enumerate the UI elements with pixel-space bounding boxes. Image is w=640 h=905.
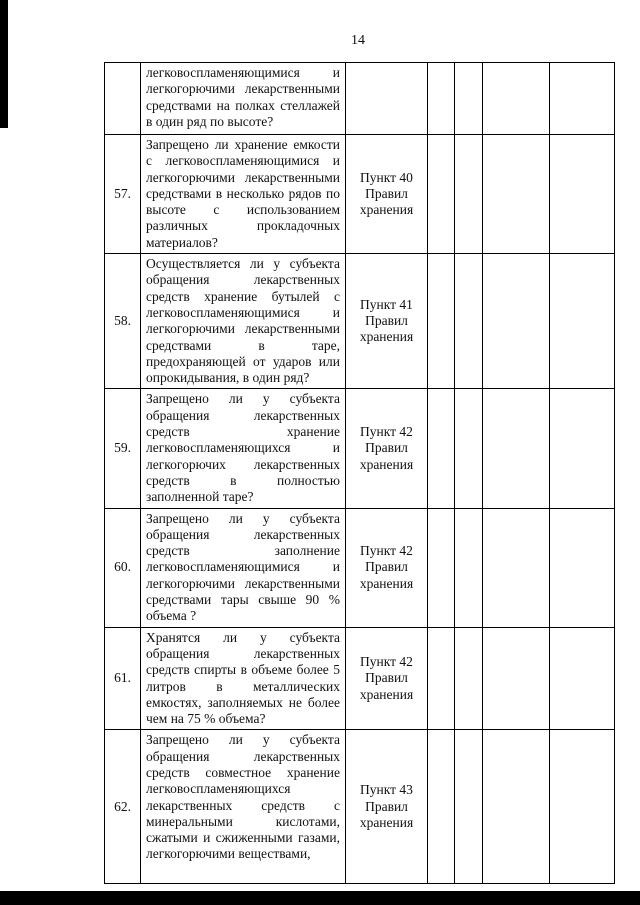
table-row [105,254,615,389]
question-text: Хранятся ли у субъекта обращения лекарственных средств спирты в объеме более 5 литров в металлических емкостях, заполняемых не более чем на 75 % объема? [141,627,346,730]
table-row [105,730,615,884]
empty-cell [428,627,455,730]
table-row [105,63,615,135]
empty-cell [455,254,483,389]
empty-cell [483,730,550,884]
empty-cell [550,63,615,135]
empty-cell [550,508,615,627]
reference-text: Пункт 42 Правил хранения [346,508,428,627]
row-number: 57. [105,135,141,254]
table-row [105,135,615,254]
empty-cell [483,508,550,627]
table-row [105,627,615,730]
empty-cell [455,508,483,627]
question-text: Запрещено ли у субъекта обращения лекарственных средств совместное хранение легковоспламеняющихся лекарственных средств с минеральными кислотами, сжатыми и сжиженными газами, легкогорючими веществами, [141,730,346,884]
question-text: Запрещено ли хранение емкости с легковоспламеняющимися и легкогорючими лекарственными средствами в несколько рядов по высоте с использованием различных прокладочных материалов? [141,135,346,254]
reference-text: Пункт 43 Правил хранения [346,730,428,884]
empty-cell [550,389,615,508]
empty-cell [428,730,455,884]
empty-cell [550,627,615,730]
question-text: Осуществляется ли у субъекта обращения лекарственных средств хранение бутылей с легковоспламеняющимися и легкогорючими лекарственными средствами в таре, предохраняющей от ударов или опрокидывания, в один ряд? [141,254,346,389]
empty-cell [550,730,615,884]
empty-cell [483,389,550,508]
row-number: 62. [105,730,141,884]
row-number: 60. [105,508,141,627]
checklist-table [104,62,615,884]
question-text: Запрещено ли у субъекта обращения лекарственных средств хранение легковоспламеняющихся и легкогорючих лекарственных средств в полностью заполненной таре? [141,389,346,508]
row-number: 59. [105,389,141,508]
empty-cell [483,135,550,254]
empty-cell [483,63,550,135]
page-number: 14 [351,33,365,48]
row-number [105,63,141,135]
empty-cell [483,627,550,730]
question-text: легковоспламеняющимися и легкогорючими лекарственными средствами на полках стеллажей в один ряд по высоте? [141,63,346,135]
empty-cell [550,254,615,389]
row-number: 61. [105,627,141,730]
scan-artifact-left [0,0,8,128]
empty-cell [455,135,483,254]
question-text: Запрещено ли у субъекта обращения лекарственных средств заполнение легковоспламеняющимися и легкогорючими лекарственными средствами тары свыше 90 % объема ? [141,508,346,627]
reference-text [346,63,428,135]
table-row [105,508,615,627]
scan-artifact-bottom [0,891,640,905]
empty-cell [428,135,455,254]
empty-cell [455,627,483,730]
empty-cell [428,63,455,135]
reference-text: Пункт 42 Правил хранения [346,627,428,730]
empty-cell [550,135,615,254]
reference-text: Пункт 41 Правил хранения [346,254,428,389]
reference-text: Пункт 40 Правил хранения [346,135,428,254]
empty-cell [455,730,483,884]
empty-cell [428,389,455,508]
table-row [105,389,615,508]
empty-cell [428,508,455,627]
reference-text: Пункт 42 Правил хранения [346,389,428,508]
empty-cell [483,254,550,389]
row-number: 58. [105,254,141,389]
empty-cell [455,389,483,508]
empty-cell [455,63,483,135]
empty-cell [428,254,455,389]
